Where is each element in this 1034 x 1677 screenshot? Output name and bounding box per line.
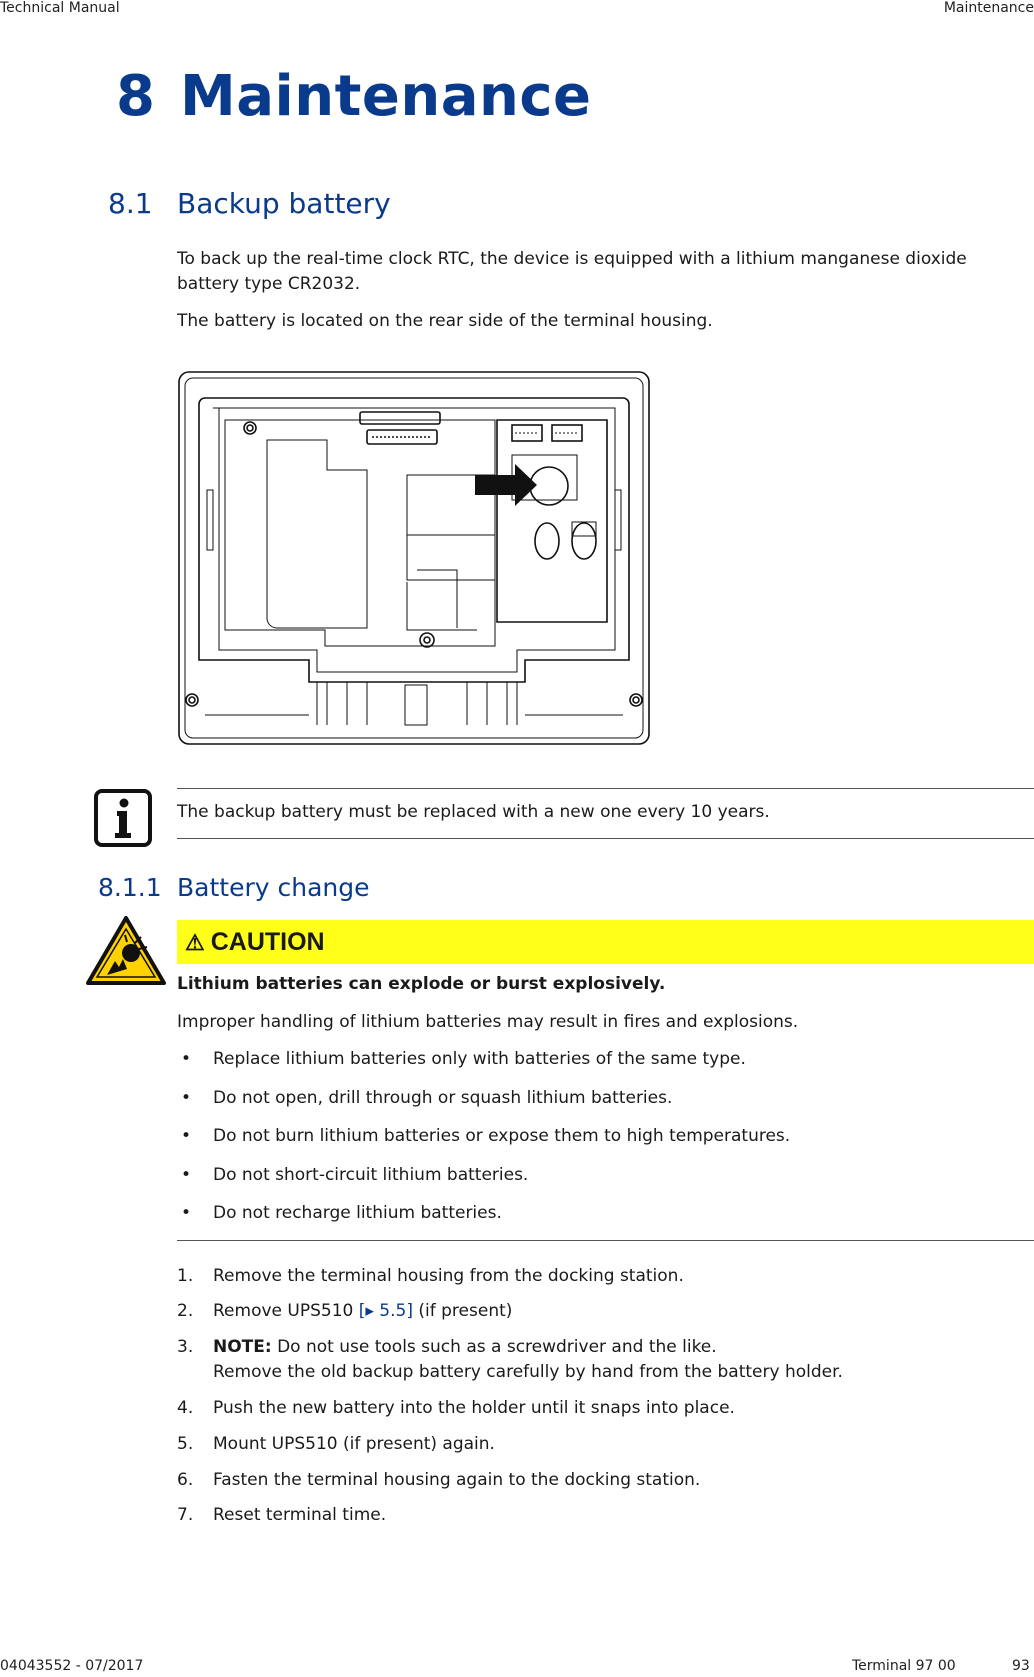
caution-intro: Improper handling of lithium batteries may result in fires and explosions. xyxy=(177,1012,799,1032)
terminal-rear-housing-drawing xyxy=(177,370,651,746)
subsection-title: Battery change xyxy=(177,873,370,902)
running-header-right: Maintenance xyxy=(943,0,1034,16)
section-title: Backup battery xyxy=(177,187,391,220)
cross-reference-link[interactable]: [▸ 5.5] xyxy=(358,1301,413,1321)
info-note-text: The backup battery must be replaced with a new one every 10 years. xyxy=(177,802,770,822)
info-icon xyxy=(93,788,153,848)
caution-label: ⚠ CAUTION xyxy=(185,928,325,956)
subsection-number: 8.1.1 xyxy=(98,873,162,902)
section-paragraph-1: To back up the real-time clock RTC, the device is equipped with a lithium manganese dioxide battery type CR2032. xyxy=(177,249,967,294)
caution-headline: Lithium batteries can explode or burst explosively. xyxy=(177,974,666,994)
caution-rule-bottom xyxy=(177,1240,1034,1241)
chapter-title-text: Maintenance xyxy=(180,64,592,129)
warning-triangle-icon: ⚠ xyxy=(185,930,205,955)
section-number: 8.1 xyxy=(108,187,153,220)
caution-banner xyxy=(177,920,1034,964)
section-paragraph-2: The battery is located on the rear side of the terminal housing. xyxy=(177,311,713,331)
explosion-warning-icon xyxy=(85,915,167,987)
terminal-rear-figure xyxy=(177,370,651,750)
note-label: NOTE: xyxy=(213,1337,272,1357)
info-note-rule-bottom xyxy=(177,838,1034,839)
chapter-number: 8 xyxy=(116,64,156,129)
footer-page-number: 93 xyxy=(1012,1658,1030,1674)
info-note-rule-top xyxy=(177,788,1034,789)
chapter-title xyxy=(116,64,592,129)
footer-product: Terminal 97 00 xyxy=(852,1658,956,1674)
running-header-left: Technical Manual xyxy=(0,0,120,16)
subsection-heading xyxy=(98,873,498,905)
footer-doc-id: 04043552 - 07/2017 xyxy=(0,1658,144,1674)
section-heading xyxy=(108,187,508,223)
